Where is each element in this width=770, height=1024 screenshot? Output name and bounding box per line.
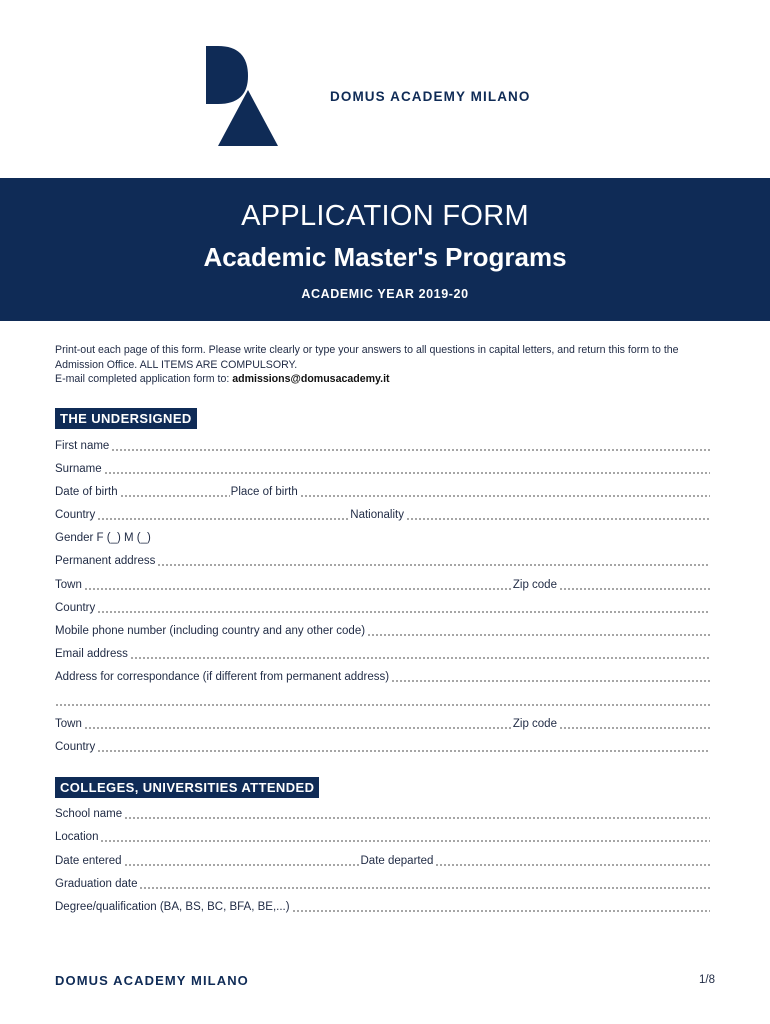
footer-brand: DOMUS ACADEMY MILANO (55, 973, 249, 988)
permanent-address-label: Permanent address (55, 555, 156, 567)
country-field-2[interactable] (55, 740, 711, 755)
email-address-field[interactable] (55, 647, 711, 662)
email-address-label: Email address (55, 648, 128, 660)
surname-label: Surname (55, 463, 102, 475)
page-number: 1/8 (699, 974, 715, 986)
fill-line (84, 588, 512, 590)
form-title: APPLICATION FORM (241, 200, 529, 232)
fill-line (367, 634, 710, 636)
fill-line (300, 495, 710, 497)
location-field[interactable] (55, 830, 711, 845)
correspondence-address-line2[interactable] (55, 694, 711, 709)
section-undersigned: THE UNDERSIGNED (55, 408, 197, 429)
fill-line (120, 495, 230, 497)
birth-row[interactable] (55, 485, 711, 500)
fill-line (124, 817, 710, 819)
fill-line (435, 864, 710, 866)
correspondence-address-label: Address for correspondance (if different from permanent address) (55, 671, 390, 683)
gender-field[interactable] (55, 531, 711, 546)
mobile-phone-label: Mobile phone number (including country and any other code) (55, 625, 366, 637)
fill-line (97, 518, 349, 520)
domus-academy-logo (204, 44, 282, 148)
country-label: Country (55, 602, 96, 614)
dates-row[interactable] (55, 854, 711, 869)
first-name-field[interactable] (55, 439, 711, 454)
fill-line (391, 680, 710, 682)
mobile-phone-field[interactable] (55, 624, 711, 639)
graduation-date-field[interactable] (55, 877, 711, 892)
fill-line (292, 910, 710, 912)
instructions-text: Print-out each page of this form. Please write clearly or type your answers to all questions in capital letters, and return this form to the Admission Office. ALL ITEMS ARE COMPULSORY. (55, 344, 679, 371)
fill-line (157, 564, 710, 566)
town-zip-row-2[interactable] (55, 717, 711, 732)
first-name-label: First name (55, 440, 110, 452)
school-name-label: School name (55, 808, 123, 820)
fill-line (139, 887, 710, 889)
admissions-email[interactable]: admissions@domusacademy.it (232, 373, 390, 385)
correspondence-address-field[interactable] (55, 670, 711, 685)
degree-label: Degree/qualification (BA, BS, BC, BFA, BE,...) (55, 901, 290, 913)
country-label: Country (55, 509, 96, 521)
fill-line (84, 727, 512, 729)
country-label: Country (55, 741, 96, 753)
academic-year: ACADEMIC YEAR 2019-20 (301, 287, 469, 301)
fill-line (406, 518, 710, 520)
town-label: Town (55, 579, 82, 591)
form-subtitle: Academic Master's Programs (203, 242, 567, 272)
fill-line (559, 727, 710, 729)
fill-line (104, 472, 710, 474)
date-departed-label: Date departed (360, 855, 434, 867)
fill-line (124, 864, 360, 866)
fill-line (100, 840, 710, 842)
location-label: Location (55, 831, 99, 843)
town-label: Town (55, 718, 82, 730)
graduation-date-label: Graduation date (55, 878, 138, 890)
instructions (55, 343, 720, 387)
section-colleges: COLLEGES, UNIVERSITIES ATTENDED (55, 777, 319, 798)
fill-line (130, 657, 710, 659)
fill-line (97, 750, 710, 752)
zip-code-label: Zip code (512, 579, 557, 591)
country-field[interactable] (55, 601, 711, 616)
instructions-email-line (55, 372, 720, 387)
place-of-birth-label: Place of birth (230, 486, 298, 498)
gender-label: Gender F (_) M (_) (55, 532, 151, 544)
date-entered-label: Date entered (55, 855, 122, 867)
town-zip-row[interactable] (55, 578, 711, 593)
brand-name: DOMUS ACADEMY MILANO (330, 89, 531, 104)
fill-line (55, 704, 710, 706)
surname-field[interactable] (55, 462, 711, 477)
zip-code-label: Zip code (512, 718, 557, 730)
date-of-birth-label: Date of birth (55, 486, 118, 498)
permanent-address-field[interactable] (55, 554, 711, 569)
fill-line (111, 449, 710, 451)
nationality-label: Nationality (350, 509, 404, 521)
country-nationality-row[interactable] (55, 508, 711, 523)
school-name-field[interactable] (55, 807, 711, 822)
title-banner (0, 178, 770, 321)
degree-field[interactable] (55, 900, 711, 915)
fill-line (97, 611, 710, 613)
fill-line (559, 588, 710, 590)
email-prefix: E-mail completed application form to: (55, 373, 233, 385)
